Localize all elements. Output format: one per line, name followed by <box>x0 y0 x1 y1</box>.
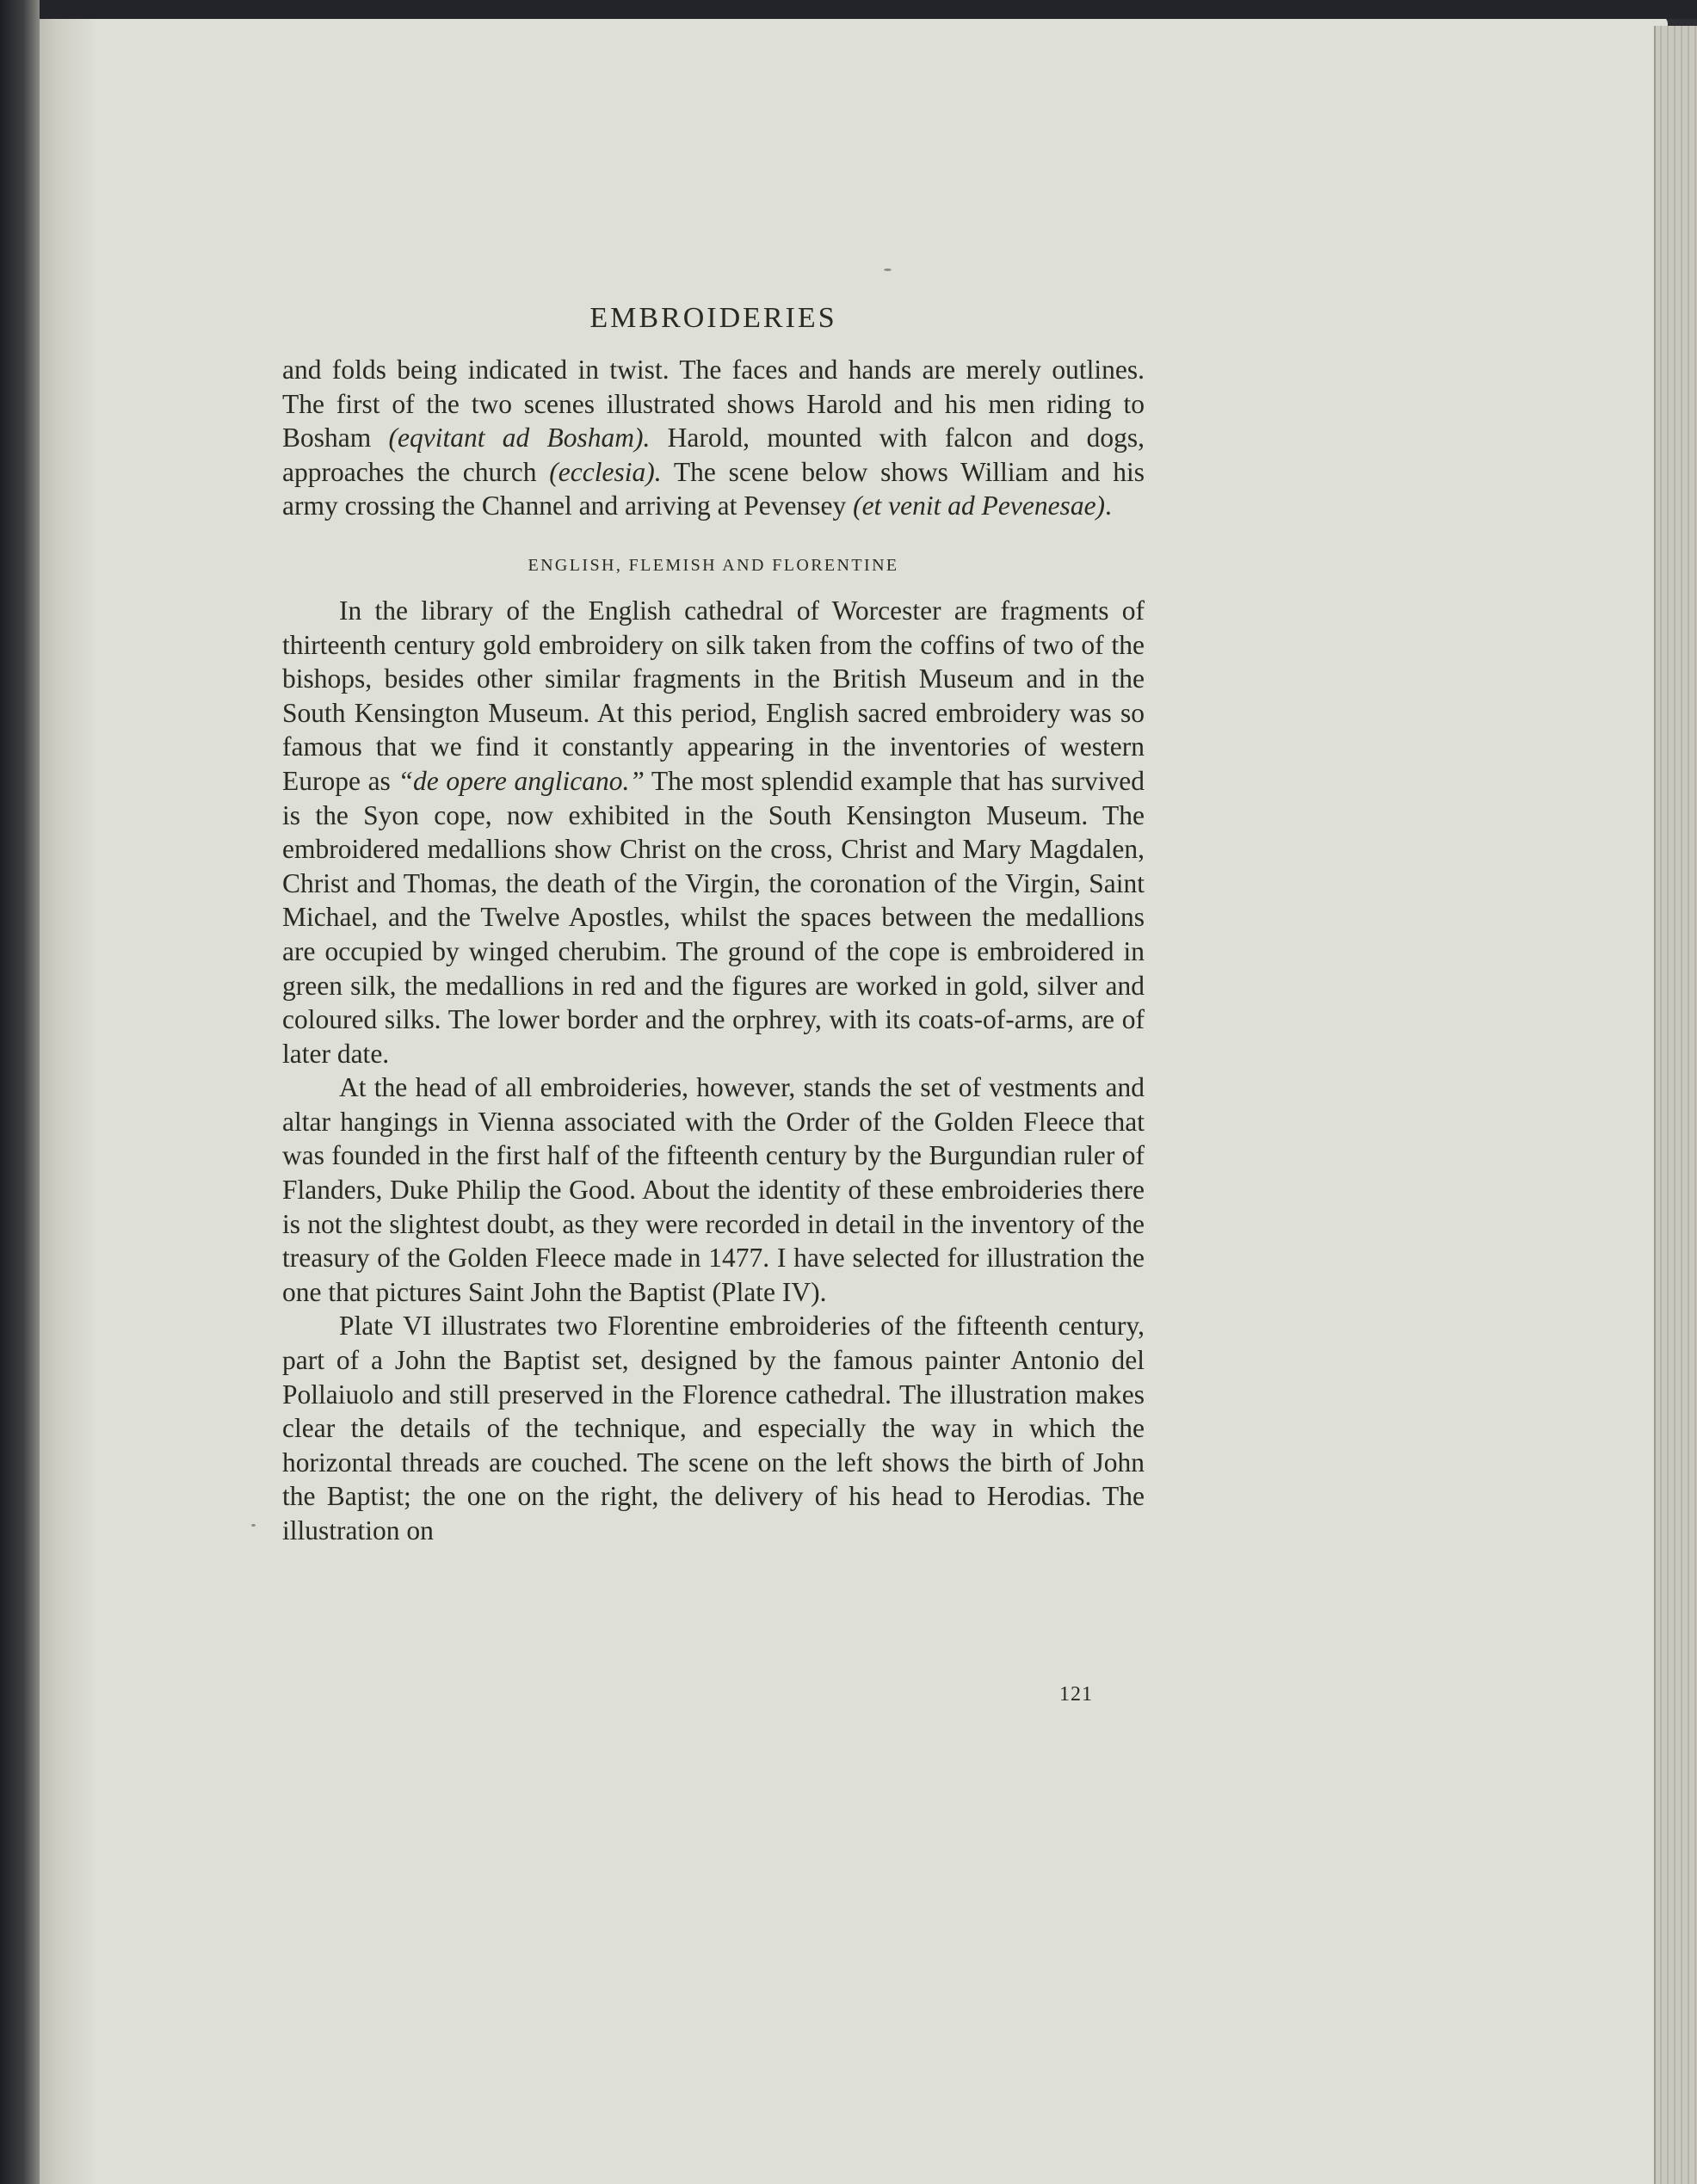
latin-quote: “de opere anglicano.” <box>398 765 645 796</box>
text-block <box>282 301 1145 1548</box>
page-gutter-shadow <box>33 15 93 2184</box>
paragraph-continued <box>282 353 1145 523</box>
paragraph-worcester <box>282 594 1145 1070</box>
running-title: EMBROIDERIES <box>589 302 837 334</box>
page-number: 121 <box>1059 1683 1093 1706</box>
paragraph-florentine: Plate VI illustrates two Florentine embroideries of the fifteenth century, part of a John the Baptist set, designed by the famous painter Antonio del Pollaiuolo and still preserved in the Florence cathedral. The illustration makes clear the details of the technique, and especially the way in which the horizontal threads are couched. The scene on the left shows the birth of John the Baptist; the one on the right, the delivery of his head to Herodias. The illustration on <box>282 1311 1145 1545</box>
page-stack-edge <box>1654 26 1697 2184</box>
text-run: The scene below shows William and his army crossing the Channel and arriving at Pevensey <box>282 456 1145 521</box>
text-run: In the library of the English cathedral of Worcester are fragments of thirteenth century gold embroidery on silk taken from the coffins of two of the bishops, besides other similar fragments in the British Museum and in the South Kensington Museum. At this period, English sacred embroidery was so famous that we find it constantly appearing in the inventories of western Europe as <box>282 595 1145 796</box>
section-heading: ENGLISH, FLEMISH AND FLORENTINE <box>528 555 899 575</box>
latin-quote: (eqvitant ad Bosham). <box>388 423 651 453</box>
left-binding-edge <box>0 0 40 2184</box>
text-run: . <box>1105 490 1112 521</box>
text-run: Harold, mounted with falcon and dogs, approaches the church <box>282 423 1145 487</box>
text-run: The most splendid example that has survived is the Syon cope, now exhibited in the South Kensington Museum. The embroidered medallions show Christ on the cross, Christ and Mary Magdalen, Christ and Thomas, the death of the Virgin, the coronation of the Virgin, Saint Michael, and the Twelve Apostles, whilst the spaces between the medallions are occupied by winged cherubim. The ground of the cope is embroidered in green silk, the medallions in red and the figures are worked in gold, silver and coloured silks. The lower border and the orphrey, with its coats-of-arms, are of later date. <box>282 765 1145 1069</box>
text-run: and folds being indicated in twist. The faces and hands are merely outlines. The first of the two scenes illustrated shows Harold and his men riding to Bosham <box>282 355 1145 453</box>
paper-speck <box>251 1524 256 1527</box>
paper-speck <box>884 268 892 271</box>
latin-quote: (et venit ad Pevenesae) <box>853 490 1106 521</box>
latin-quote: (ecclesia). <box>549 456 662 487</box>
top-background-edge <box>40 0 1697 19</box>
paragraph-golden-fleece: At the head of all embroideries, however, stands the set of vestments and altar hangings in Vienna associated with the Order of the Golden Fleece that was founded in the first half of the fifteenth century by the Burgundian ruler of Flanders, Duke Philip the Good. About the identity of these embroideries there is not the slightest doubt, as they were recorded in detail in the inventory of the treasury of the Golden Fleece made in 1477. I have selected for illustration the one that pictures Saint John the Baptist (Plate IV). <box>282 1072 1145 1307</box>
